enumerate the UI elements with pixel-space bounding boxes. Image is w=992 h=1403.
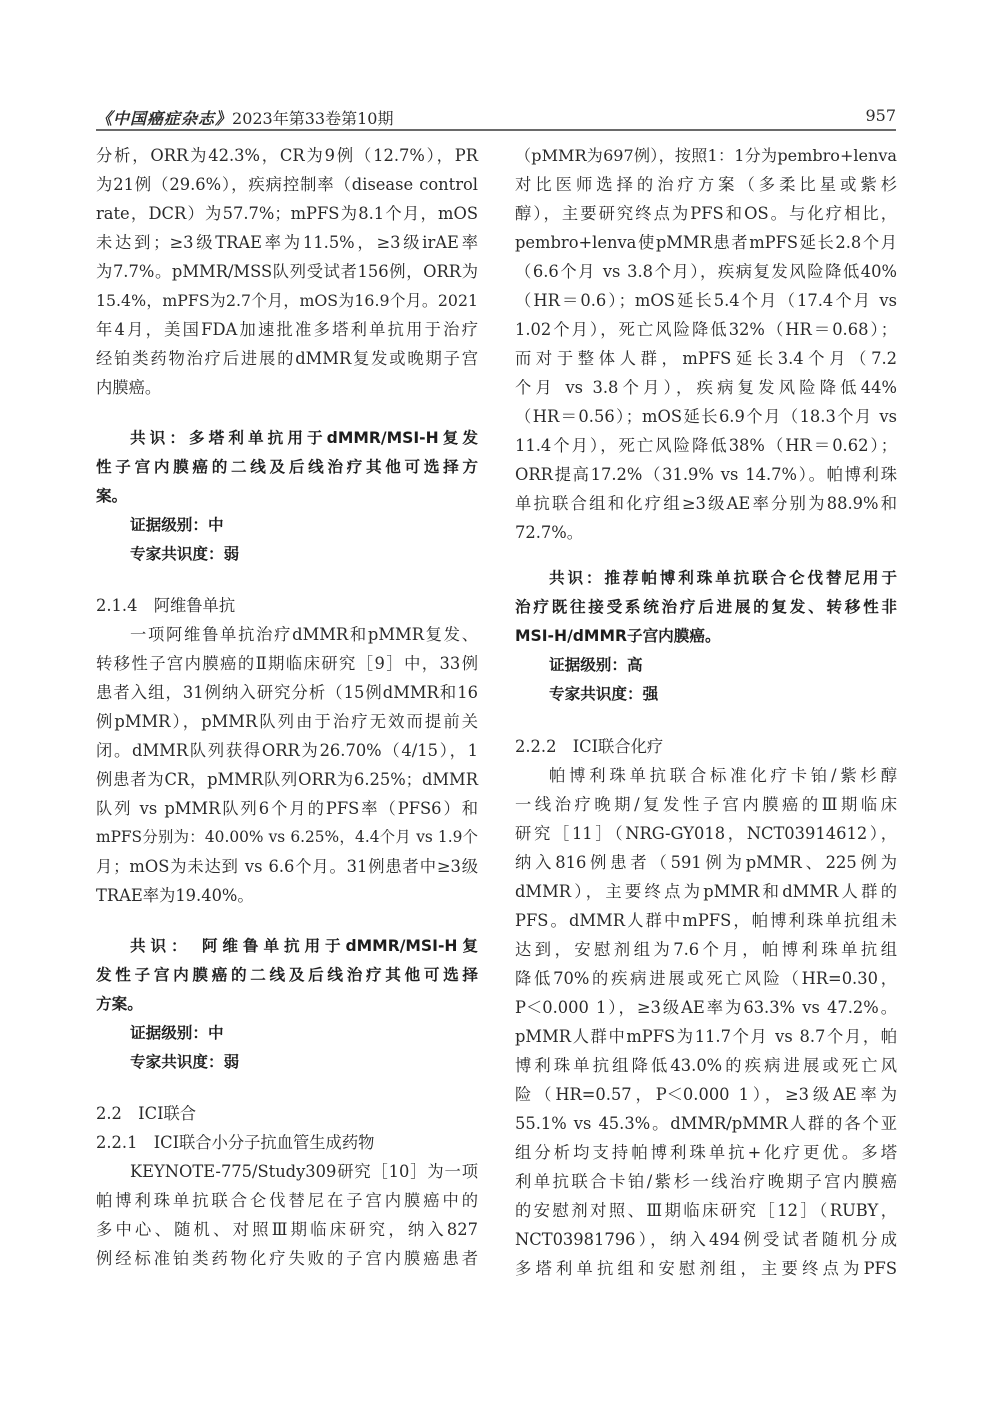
text-line: mPFS分别为：40.00% vs 6.25%，4.4个月 vs 1.9个 — [96, 828, 478, 846]
text-line: pembro+lenva使pMMR患者mPFS延长2.8个月 — [515, 233, 897, 252]
consensus-statement: 性子宫内膜癌的二线及后线治疗其他可选择方 — [96, 458, 478, 476]
expert-agreement: 专家共识度：弱 — [130, 1053, 240, 1071]
text-line: 多塔利单抗组和安慰剂组，主要终点为PFS — [515, 1259, 897, 1278]
text-line: 例经标准铂类药物化疗失败的子宫内膜癌患者 — [96, 1249, 478, 1268]
consensus-statement: 方案。 — [96, 995, 143, 1013]
text-line: 患者入组，31例纳入研究分析（15例dMMR和16 — [96, 683, 478, 702]
consensus-statement: 共识：推荐帕博利珠单抗联合仑伐替尼用于 — [549, 569, 897, 587]
running-header — [96, 104, 896, 130]
text-line: 而对于整体人群，mPFS延长3.4个月（7.2 — [515, 349, 897, 368]
text-line: 内膜癌。 — [96, 378, 162, 397]
text-line: 对比医师选择的治疗方案（多柔比星或紫杉 — [515, 175, 897, 194]
text-line: （HR＝0.56）；mOS延长6.9个月（18.3个月 vs — [515, 407, 897, 426]
text-line: 研究［11］（NRG-GY018，NCT03914612）， — [515, 824, 897, 843]
text-line: 单抗联合组和化疗组≥3级AE率分别为88.9%和 — [515, 494, 897, 513]
text-line: 1.02个月），死亡风险降低32%（HR＝0.68）； — [515, 320, 897, 339]
text-line: 醇），主要研究终点为PFS和OS。与化疗相比， — [515, 204, 897, 223]
consensus-statement: 治疗既往接受系统治疗后进展的复发、转移性非 — [515, 598, 897, 616]
text-line: 帕博利珠单抗联合仑伐替尼在子宫内膜癌中的 — [96, 1191, 478, 1210]
text-line: 个月 vs 3.8个月），疾病复发风险降低44% — [515, 378, 897, 397]
evidence-level: 证据级别：高 — [549, 656, 643, 674]
text-line: 15.4%，mPFS为2.7个月，mOS为16.9个月。2021 — [96, 291, 478, 310]
section-heading: 2.2 ICI联合 — [96, 1104, 197, 1123]
expert-agreement: 专家共识度：强 — [549, 685, 659, 703]
text-line: 利单抗联合卡铂/紫杉一线治疗晚期子宫内膜癌 — [515, 1172, 897, 1191]
text-line: KEYNOTE-775/Study309研究［10］为一项 — [130, 1162, 478, 1181]
consensus-statement: MSI-H/dMMR子宫内膜癌。 — [515, 627, 721, 645]
text-line: 一线治疗晚期/复发性子宫内膜癌的Ⅲ期临床 — [515, 795, 897, 814]
text-line: 例pMMR），pMMR队列由于治疗无效而提前关 — [96, 712, 478, 731]
consensus-statement: 共识： 阿维鲁单抗用于dMMR/MSI-H复 — [130, 937, 478, 955]
text-line: 组分析均支持帕博利珠单抗+化疗更优。多塔 — [515, 1143, 897, 1162]
journal-name: 《中国癌症杂志》 — [96, 109, 233, 128]
text-line: 帕博利珠单抗联合标准化疗卡铂/紫杉醇 — [549, 766, 897, 785]
subsection-heading: 2.2.2 ICI联合化疗 — [515, 737, 664, 756]
text-line: P＜0.000 1），≥3级AE率为63.3% vs 47.2%。 — [515, 998, 897, 1017]
text-line: 的安慰剂对照、Ⅲ期临床研究［12］（RUBY， — [515, 1201, 897, 1220]
text-line: 转移性子宫内膜癌的Ⅱ期临床研究［9］中，33例 — [96, 654, 478, 673]
text-line: 为21例（29.6%），疾病控制率（disease control — [96, 175, 478, 194]
text-line: 多中心、随机、对照Ⅲ期临床研究，纳入827 — [96, 1220, 478, 1239]
consensus-statement: 共识：多塔利单抗用于dMMR/MSI-H复发 — [130, 429, 478, 447]
text-line: 降低70%的疾病进展或死亡风险（HR=0.30， — [515, 969, 897, 988]
text-line: 年4月，美国FDA加速批准多塔利单抗用于治疗 — [96, 320, 478, 339]
text-line: 队列 vs pMMR队列6个月的PFS率（PFS6）和 — [96, 799, 478, 818]
text-line: NCT03981796），纳入494例受试者随机分成 — [515, 1230, 897, 1249]
text-line: 72.7%。 — [515, 523, 584, 542]
text-line: ORR提高17.2%（31.9% vs 14.7%）。帕博利珠 — [515, 465, 897, 484]
text-line: 博利珠单抗组降低43.0%的疾病进展或死亡风 — [515, 1056, 897, 1075]
text-line: pMMR人群中mPFS为11.7个月 vs 8.7个月，帕 — [515, 1027, 897, 1046]
text-line: rate，DCR）为57.7%；mPFS为8.1个月，mOS — [96, 204, 478, 223]
consensus-statement: 案。 — [96, 487, 128, 505]
section-heading: 2.1.4 阿维鲁单抗 — [96, 596, 236, 615]
header-rule — [96, 129, 896, 131]
text-line: 为7.7%。pMMR/MSS队列受试者156例，ORR为 — [96, 262, 478, 281]
issue-info: 2023年第33卷第10期 — [232, 109, 394, 128]
text-line: 一项阿维鲁单抗治疗dMMR和pMMR复发、 — [130, 625, 478, 644]
text-line: 经铂类药物治疗后进展的dMMR复发或晚期子宫 — [96, 349, 478, 368]
text-line: 险（HR=0.57，P＜0.000 1），≥3级AE率为 — [515, 1085, 897, 1104]
text-line: 未达到；≥3级TRAE率为11.5%，≥3级irAE率 — [96, 233, 478, 252]
text-line: 月；mOS为未达到 vs 6.6个月。31例患者中≥3级 — [96, 857, 478, 876]
journal-issue — [96, 106, 393, 129]
text-line: PFS。dMMR人群中mPFS，帕博利珠单抗组未 — [515, 911, 897, 930]
text-line: （6.6个月 vs 3.8个月），疾病复发风险降低40% — [515, 262, 897, 281]
text-line: 闭。dMMR队列获得ORR为26.70%（4/15），1 — [96, 741, 478, 760]
page-number: 957 — [865, 106, 896, 125]
expert-agreement: 专家共识度：弱 — [130, 545, 240, 563]
subsection-heading: 2.2.1 ICI联合小分子抗血管生成药物 — [96, 1133, 375, 1152]
text-line: dMMR），主要终点为pMMR和dMMR人群的 — [515, 882, 897, 901]
text-line: 分析，ORR为42.3%，CR为9例（12.7%），PR — [96, 146, 478, 165]
consensus-statement: 发性子宫内膜癌的二线及后线治疗其他可选择 — [96, 966, 478, 984]
text-line: 11.4个月），死亡风险降低38%（HR＝0.62）； — [515, 436, 897, 455]
text-line: （HR＝0.6）；mOS延长5.4个月（17.4个月 vs — [515, 291, 897, 310]
text-line: 达到，安慰剂组为7.6个月，帕博利珠单抗组 — [515, 940, 897, 959]
text-line: （pMMR为697例），按照1：1分为pembro+lenva — [515, 146, 897, 165]
evidence-level: 证据级别：中 — [130, 1024, 224, 1042]
text-line: 55.1% vs 45.3%。dMMR/pMMR人群的各个亚 — [515, 1114, 897, 1133]
text-line: 例患者为CR，pMMR队列ORR为6.25%；dMMR — [96, 770, 478, 789]
evidence-level: 证据级别：中 — [130, 516, 224, 534]
text-line: 纳入816例患者（591例为pMMR、225例为 — [515, 853, 897, 872]
text-line: TRAE率为19.40%。 — [96, 886, 254, 905]
